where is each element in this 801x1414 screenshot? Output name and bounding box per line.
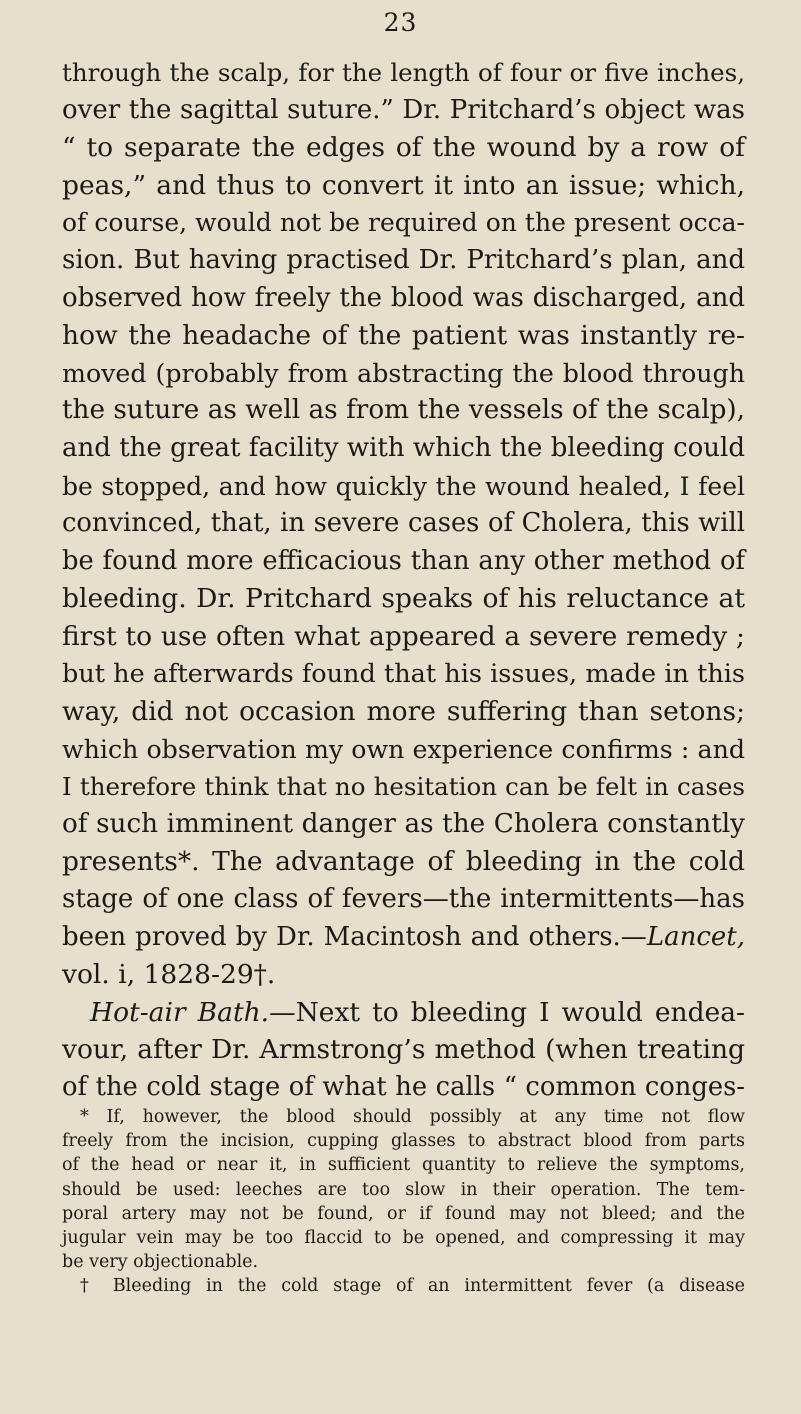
text-line: observed how freely the blood was discharged, and bbox=[62, 282, 745, 313]
text-line: the suture as well as from the vessels of the scalp), bbox=[62, 395, 745, 426]
footnotes bbox=[62, 1105, 745, 1299]
text-line: of such imminent danger as the Cholera constantly bbox=[62, 808, 745, 839]
text-line: be stopped, and how quickly the wound healed, I feel bbox=[62, 471, 745, 501]
text-line: first to use often what appeared a severe remedy ; bbox=[62, 620, 745, 652]
text-fragment: been proved by Dr. Macintosh and others.— bbox=[62, 921, 647, 952]
text-line: over the sagittal suture.” Dr. Pritchard’s object was bbox=[62, 94, 745, 125]
footnote-line: should be used: leeches are too slow in their operation. The tem- bbox=[62, 1179, 745, 1200]
journal-title: Lancet, bbox=[646, 921, 745, 952]
text-line: convinced, that, in severe cases of Cholera, this will bbox=[62, 508, 745, 539]
text-line-lancet bbox=[62, 919, 745, 957]
text-line: through the scalp, for the length of four or five inches, bbox=[62, 58, 745, 87]
footnote-line: of the head or near it, in sufficient quantity to relieve the symptoms, bbox=[62, 1155, 745, 1176]
text-line: way, did not occasion more suffering than setons; bbox=[62, 696, 745, 728]
text-line: of course, would not be required on the present occa- bbox=[62, 208, 745, 238]
footnote-line: freely from the incision, cupping glasses to abstract blood from parts bbox=[62, 1131, 745, 1152]
text-line: moved (probably from abstracting the blood through bbox=[62, 358, 745, 388]
text-line: presents*. The advantage of bleeding in the cold bbox=[62, 846, 745, 878]
text-line: sion. But having practised Dr. Pritchard’s plan, and bbox=[62, 244, 745, 275]
footnote-line: poral artery may not be found, or if found may not bleed; and the bbox=[62, 1203, 745, 1224]
footnote-line: be very objectionable. bbox=[62, 1252, 259, 1273]
text-line: stage of one class of fevers—the intermittents—has bbox=[62, 884, 745, 915]
section-start-line bbox=[62, 994, 745, 1032]
text-fragment: —Next to bleeding I would endea- bbox=[269, 996, 745, 1028]
text-line: how the headache of the patient was instantly re- bbox=[62, 320, 745, 352]
text-line: bleeding. Dr. Pritchard speaks of his reluctance at bbox=[62, 583, 745, 615]
text-line: I therefore think that no hesitation can be felt in cases bbox=[62, 772, 745, 802]
text-line: which observation my own experience confirms : and bbox=[62, 734, 745, 764]
text-line: of the cold stage of what he calls “ common conges- bbox=[62, 1072, 745, 1103]
footnote-line: † Bleeding in the cold stage of an intermittent fever (a disease bbox=[80, 1276, 745, 1297]
page-number: 23 bbox=[383, 8, 418, 37]
text-line: but he afterwards found that his issues, made in this bbox=[62, 658, 745, 689]
text-line: “ to separate the edges of the wound by a row of bbox=[62, 132, 745, 164]
text-line: and the great facility with which the bleeding could bbox=[62, 432, 745, 463]
text-line: be found more efficacious than any other method of bbox=[62, 545, 745, 576]
body-text bbox=[62, 54, 745, 1107]
section-heading: Hot-air Bath. bbox=[90, 996, 270, 1028]
text-line: vour, after Dr. Armstrong’s method (when treating bbox=[62, 1034, 745, 1066]
footnote-line: jugular vein may be too flaccid to be opened, and compressing it may bbox=[62, 1227, 745, 1248]
footnote-line: * If, however, the blood should possibly at any time not flow bbox=[80, 1107, 745, 1127]
text-line: peas,” and thus to convert it into an issue; which, bbox=[62, 169, 745, 201]
text-line: vol. i, 1828-29†. bbox=[62, 959, 276, 991]
